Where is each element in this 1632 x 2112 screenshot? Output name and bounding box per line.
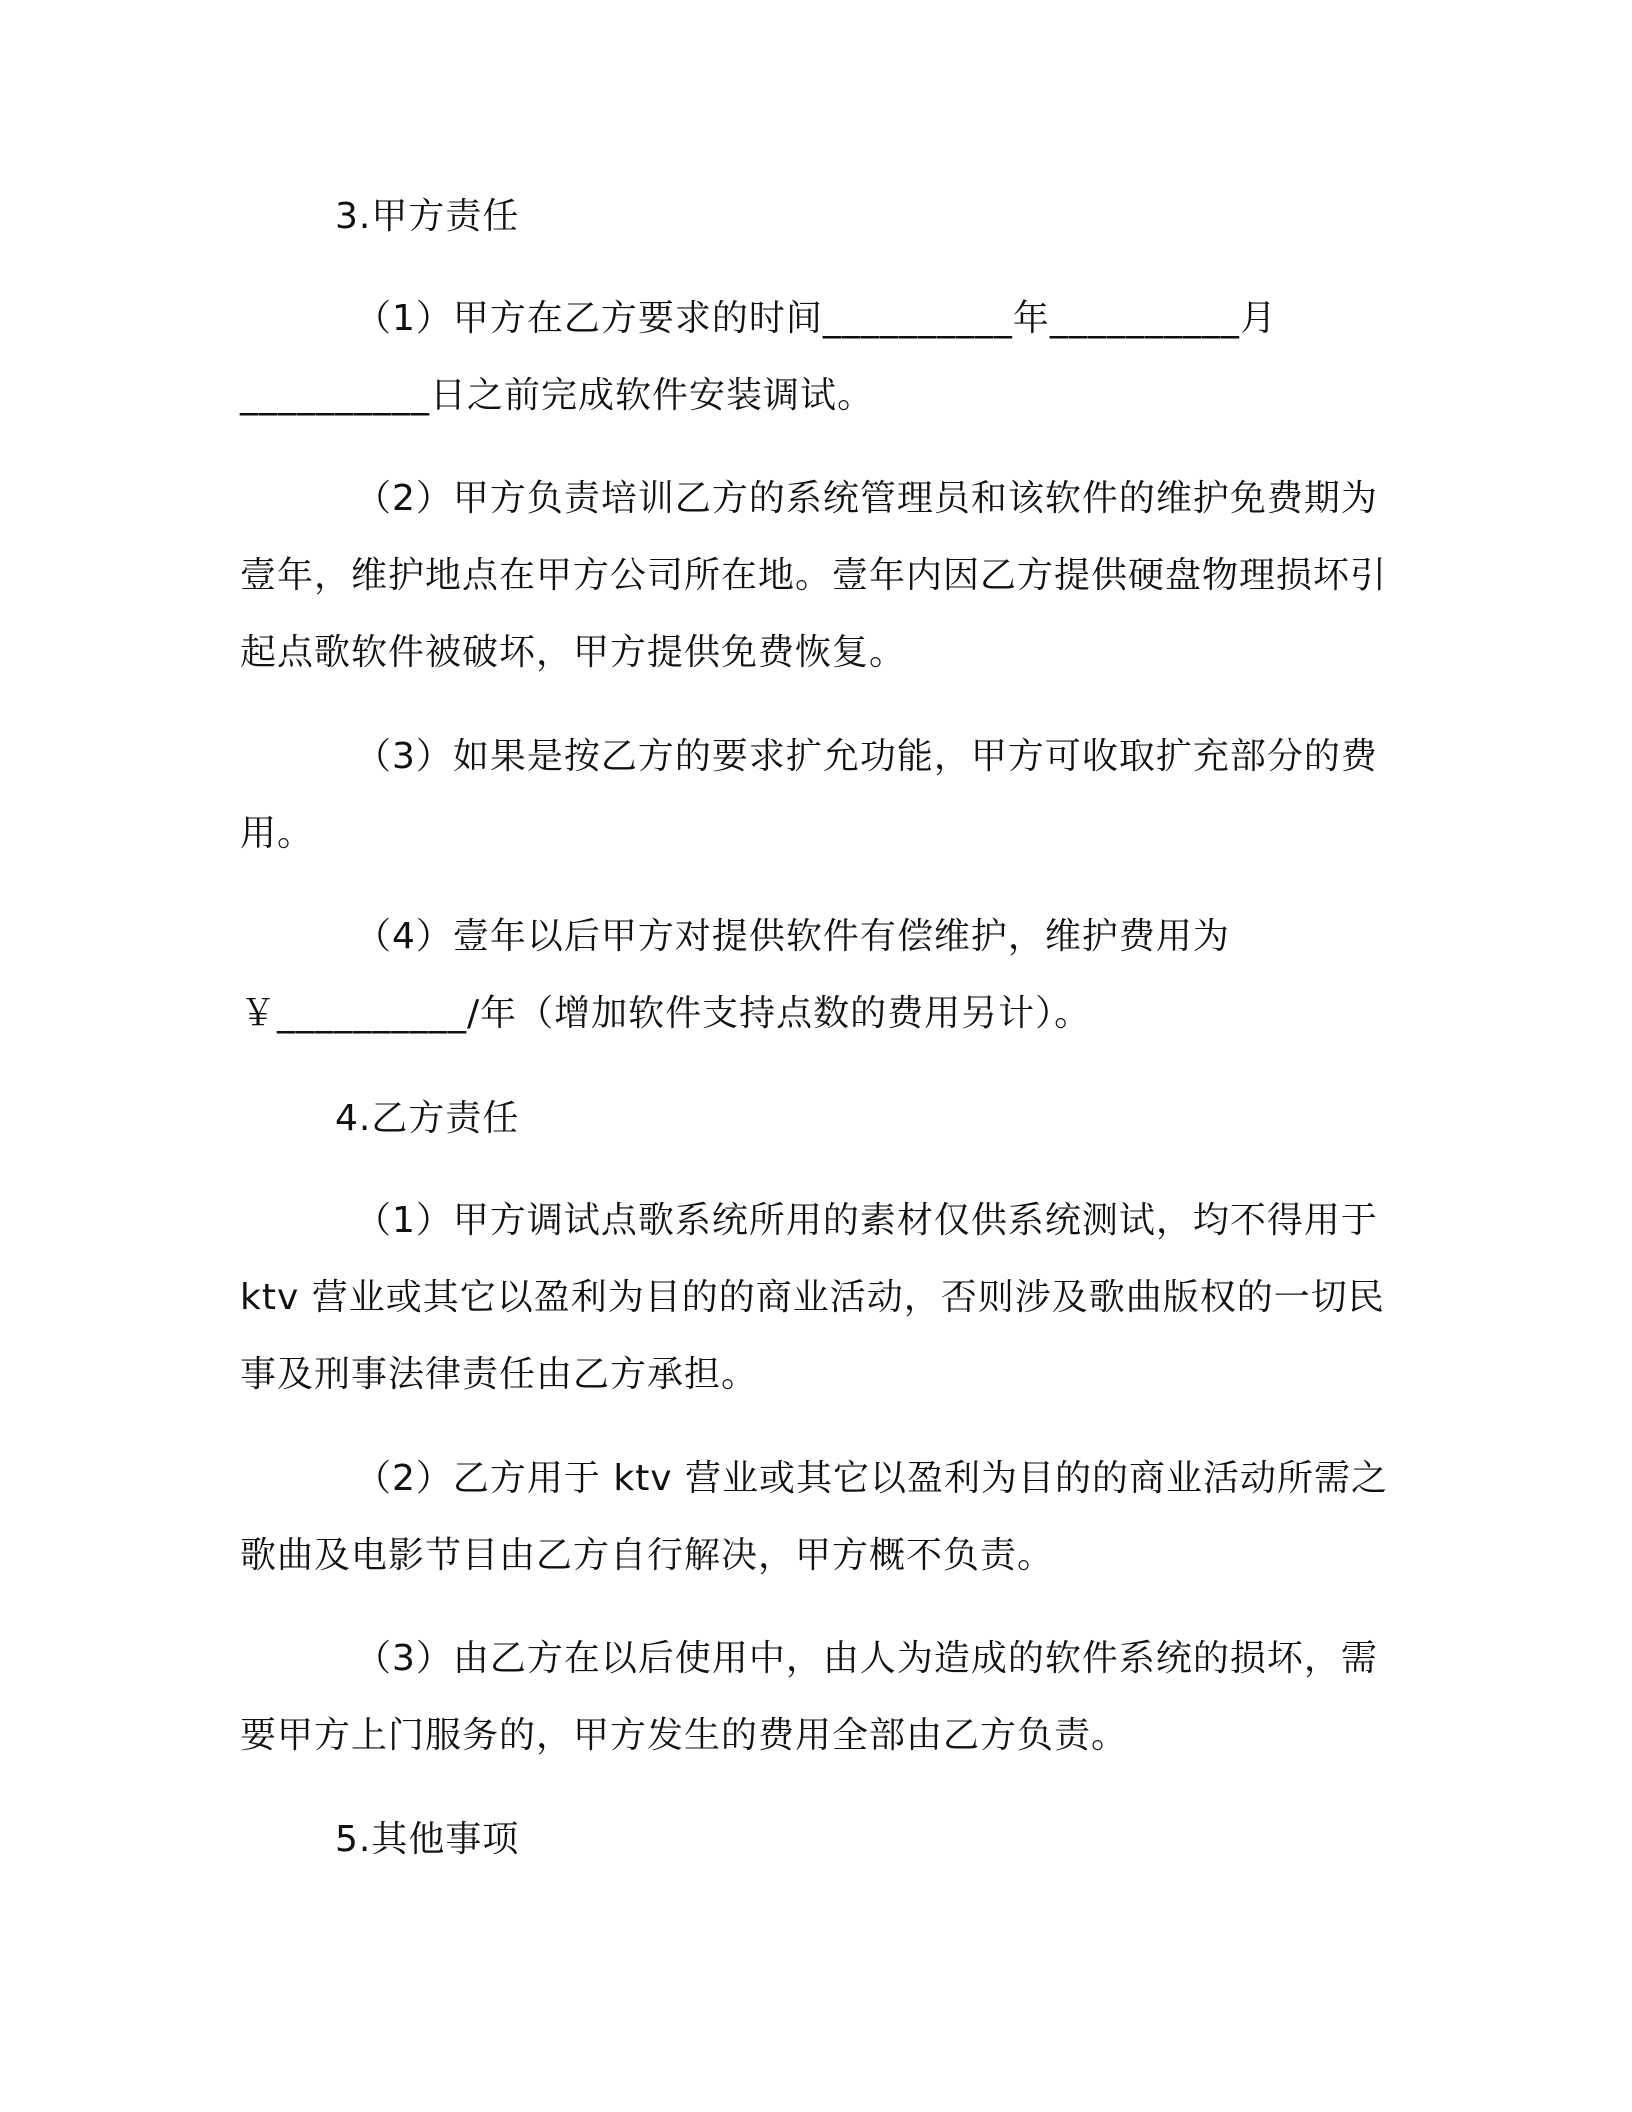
clause-4-3: （3）由乙方在以后使用中，由人为造成的软件系统的损坏，需要甲方上门服务的，甲方发生的费用全部由乙方负责。 [240, 1638, 1378, 1756]
clause-3-3: （3）如果是按乙方的要求扩允功能，甲方可收取扩充部分的费用。 [240, 736, 1378, 854]
section-heading-3: 3.甲方责任 [335, 196, 520, 237]
clause-3-4: （4）壹年以后甲方对提供软件有偿维护，维护费用为￥__________/年（增加软件支持点数的费用另计）。 [240, 916, 1230, 1034]
clause-4-2: （2）乙方用于 ktv 营业或其它以盈利为目的的商业活动所需之歌曲及电影节目由乙方自行解决，甲方概不负责。 [240, 1458, 1389, 1576]
clause-4-1: （1）甲方调试点歌系统所用的素材仅供系统测试，均不得用于ktv 营业或其它以盈利为目的的商业活动，否则涉及歌曲版权的一切民事及刑事法律责任由乙方承担。 [240, 1200, 1385, 1395]
clause-3-2: （2）甲方负责培训乙方的系统管理员和该软件的维护免费期为壹年，维护地点在甲方公司所在地。壹年内因乙方提供硬盘物理损坏引起点歌软件被破坏，甲方提供免费恢复。 [240, 478, 1388, 673]
section-heading-5: 5.其他事项 [335, 1819, 520, 1860]
section-heading-4: 4.乙方责任 [335, 1098, 520, 1139]
clause-3-1: （1）甲方在乙方要求的时间__________年__________月__________日之前完成软件安装调试。 [240, 298, 1277, 416]
